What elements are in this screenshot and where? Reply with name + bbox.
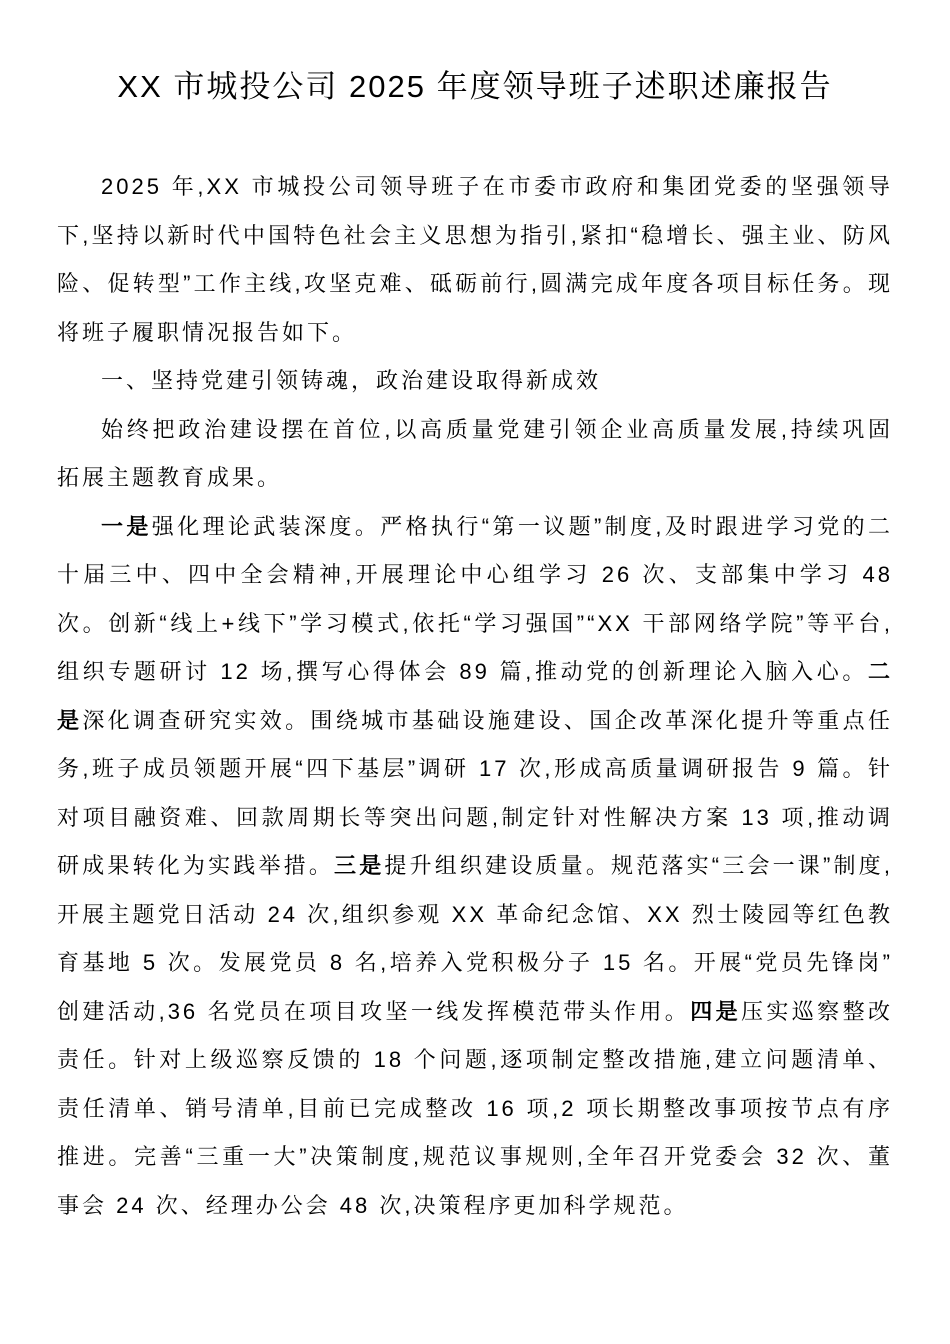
text-run: 提升组织建设质量。规范落实“三会一课”制度,开展主题党日活动 24 次,组织参观 XX 革命纪念馆、XX 烈士陵园等红色教育基地 5 次。发展党员 8 名,培养入党积极分子 15 名。开展“党员先锋岗”创建活动,36 名党员在项目攻坚一线发挥模范带头作用。 (57, 853, 893, 1024)
bold-run: 三是 (334, 853, 385, 878)
intro-paragraph (57, 163, 893, 357)
text-run: 一、坚持党建引领铸魂，政治建设取得新成效 (101, 368, 602, 393)
text-run: 2025 年,XX 市城投公司领导班子在市委市政府和集团党委的坚强领导下,坚持以新时代中国特色社会主义思想为指引,紧扣“稳增长、强主业、防风险、促转型”工作主线,攻坚克难、砥砺前行,圆满完成年度各项目标任务。现将班子履职情况报告如下。 (57, 174, 893, 345)
text-run: 压实巡察整改责任。针对上级巡察反馈的 18 个问题,逐项制定整改措施,建立问题清单、责任清单、销号清单,目前已完成整改 16 项,2 项长期整改事项按节点有序推进。完善“三重一大”决策制度,规范议事规则,全年召开党委会 32 次、董事会 24 次、经理办公会 48 次,决策程序更加科学规范。 (57, 998, 893, 1218)
document-body (57, 163, 893, 1230)
text-run: 深化调查研究实效。围绕城市基础设施建设、国企改革深化提升等重点任务,班子成员领题开展“四下基层”调研 17 次,形成高质量调研报告 9 篇。针对项目融资难、回款周期长等突出问题,制定针对性解决方案 13 项,推动调研成果转化为实践举措。 (57, 707, 893, 878)
bold-run: 四是 (690, 998, 741, 1024)
section-detail-paragraph (57, 503, 893, 1231)
bold-run: 二是 (57, 659, 893, 733)
bold-run: 一是 (101, 513, 152, 539)
text-run: 始终把政治建设摆在首位,以高质量党建引领企业高质量发展,持续巩固拓展主题教育成果。 (57, 416, 893, 490)
section-lead-paragraph (57, 406, 893, 503)
text-run: 强化理论武装深度。严格执行“第一议题”制度,及时跟进学习党的二十届三中、四中全会精神,开展理论中心组学习 26 次、支部集中学习 48 次。创新“线上+线下”学习模式,依托“学习强国”“XX 干部网络学院”等平台,组织专题研讨 12 场,撰写心得体会 89 篇,推动党的创新理论入脑入心。 (57, 513, 893, 684)
section-heading-1 (57, 357, 893, 406)
document-title: XX 市城投公司 2025 年度领导班子述职述廉报告 (117, 69, 833, 104)
